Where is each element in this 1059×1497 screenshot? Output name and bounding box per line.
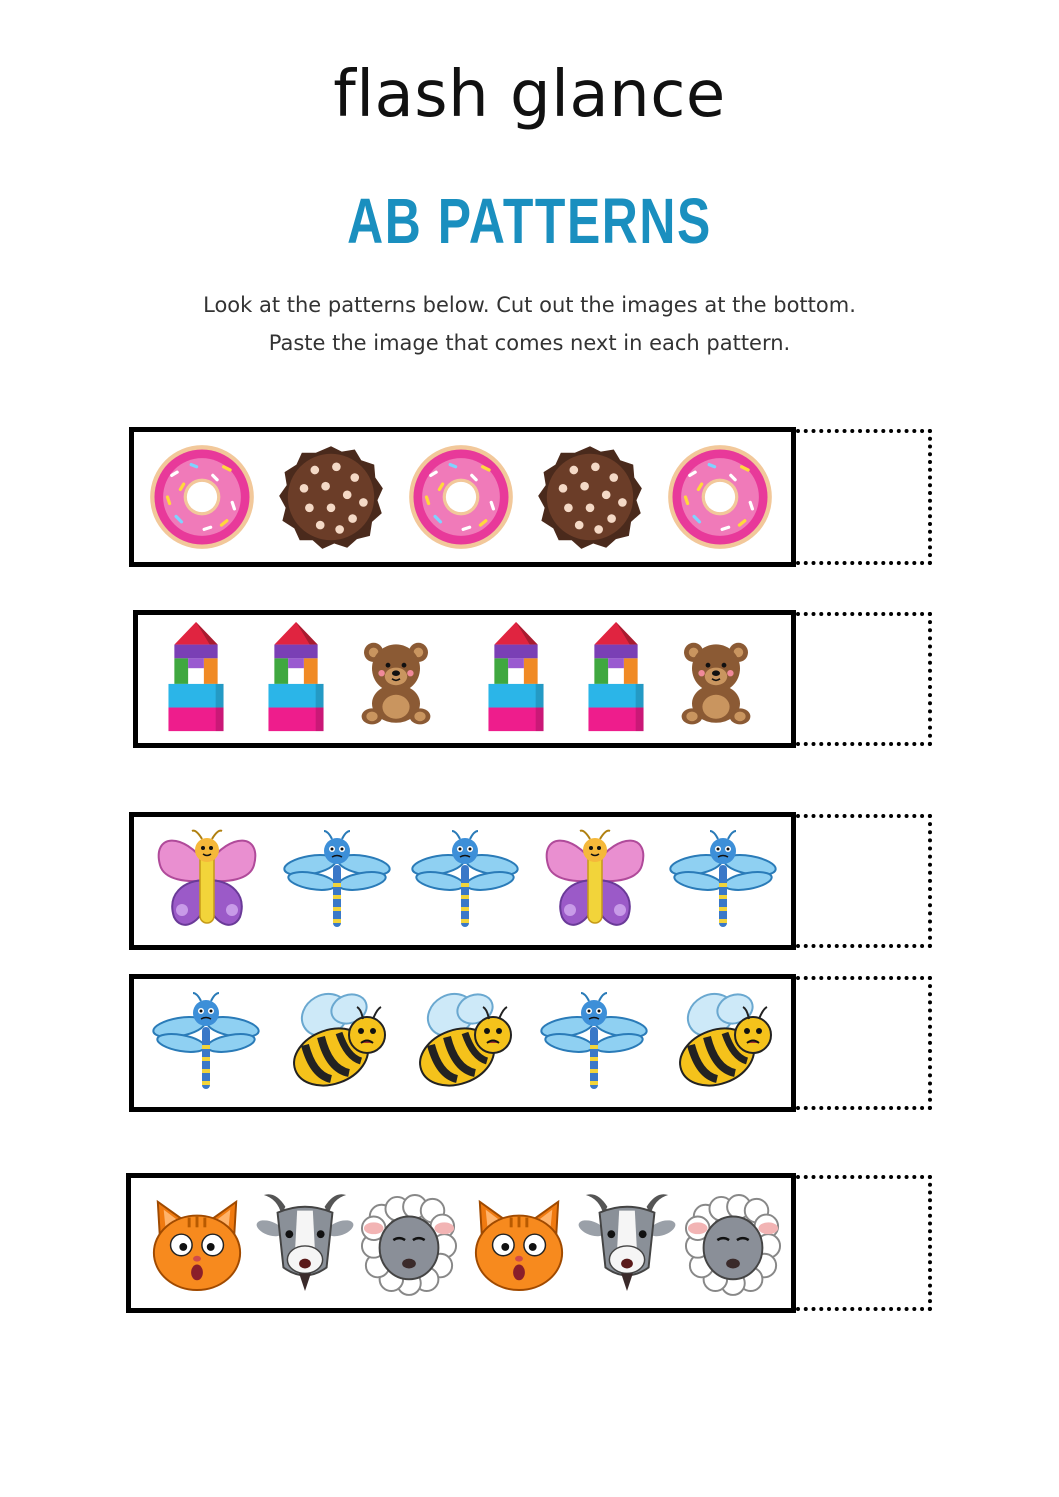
sheep-icon [684, 1188, 782, 1298]
dragonfly-icon [282, 825, 392, 935]
bee-icon [408, 987, 520, 1097]
instruction-line-1: Look at the patterns below. Cut out the images at the bottom. [203, 293, 856, 317]
cat-icon [148, 1188, 246, 1298]
cookie-icon [277, 443, 385, 551]
donut-icon [148, 443, 256, 551]
answer-box-4[interactable] [796, 976, 932, 1110]
goat-icon [578, 1188, 676, 1298]
instructions [0, 286, 1059, 362]
butterfly-icon [152, 825, 262, 935]
blocks-icon [586, 620, 646, 738]
sheep-icon [360, 1188, 458, 1298]
dragonfly-icon [150, 987, 262, 1097]
answer-box-1[interactable] [796, 429, 932, 565]
blocks-icon [166, 620, 226, 738]
brand-logo: flash glance [333, 58, 726, 132]
blocks-icon [266, 620, 326, 738]
teddy-bear-icon [356, 632, 436, 732]
answer-box-2[interactable] [796, 612, 932, 746]
bee-icon [668, 987, 780, 1097]
donut-icon [407, 443, 515, 551]
instruction-line-2: Paste the image that comes next in each pattern. [268, 331, 791, 355]
dragonfly-icon [538, 987, 650, 1097]
butterfly-icon [540, 825, 650, 935]
donut-icon [666, 443, 774, 551]
bee-icon [282, 987, 394, 1097]
page-title: AB PATTERNS [347, 185, 712, 257]
answer-box-5[interactable] [796, 1175, 932, 1311]
blocks-icon [486, 620, 546, 738]
answer-box-3[interactable] [796, 814, 932, 948]
teddy-bear-icon [676, 632, 756, 732]
goat-icon [256, 1188, 354, 1298]
cat-icon [470, 1188, 568, 1298]
dragonfly-icon [410, 825, 520, 935]
dragonfly-icon [668, 825, 778, 935]
cookie-icon [536, 443, 644, 551]
